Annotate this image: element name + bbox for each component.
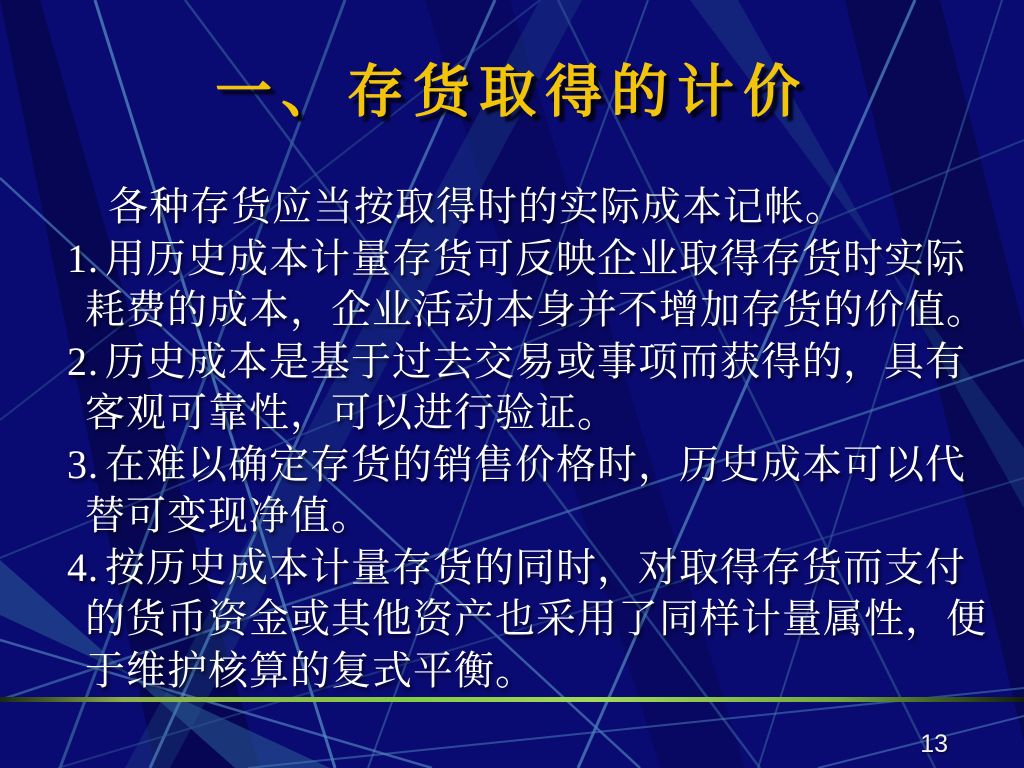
list-item [67,233,997,336]
item-number: 4. [67,544,99,590]
item-text: 用历史成本计量存货可反映企业取得存货时实际耗费的成本，企业活动本身并不增加存货的价值。 [85,235,987,332]
page-number: 13 [920,730,948,758]
item-number: 3. [67,441,99,487]
numbered-list [67,233,997,697]
slide-body [67,181,997,696]
slide-title: 一、存货取得的计价 [215,61,809,124]
list-item [67,439,997,542]
item-number: 2. [67,338,99,384]
item-text: 按历史成本计量存货的同时，对取得存货而支付的货币资金或其他资产也采用了同样计量属性，便于维护核算的复式平衡。 [85,544,987,693]
intro-paragraph: 各种存货应当按取得时的实际成本记帐。 [108,184,846,229]
item-text: 历史成本是基于过去交易或事项而获得的，具有客观可靠性，可以进行验证。 [85,338,966,435]
accent-divider-line [0,697,1024,702]
list-item [67,336,997,439]
list-item [67,542,997,697]
item-number: 1. [67,235,99,281]
item-text: 在难以确定存货的销售价格时，历史成本可以代替可变现净值。 [85,441,966,538]
